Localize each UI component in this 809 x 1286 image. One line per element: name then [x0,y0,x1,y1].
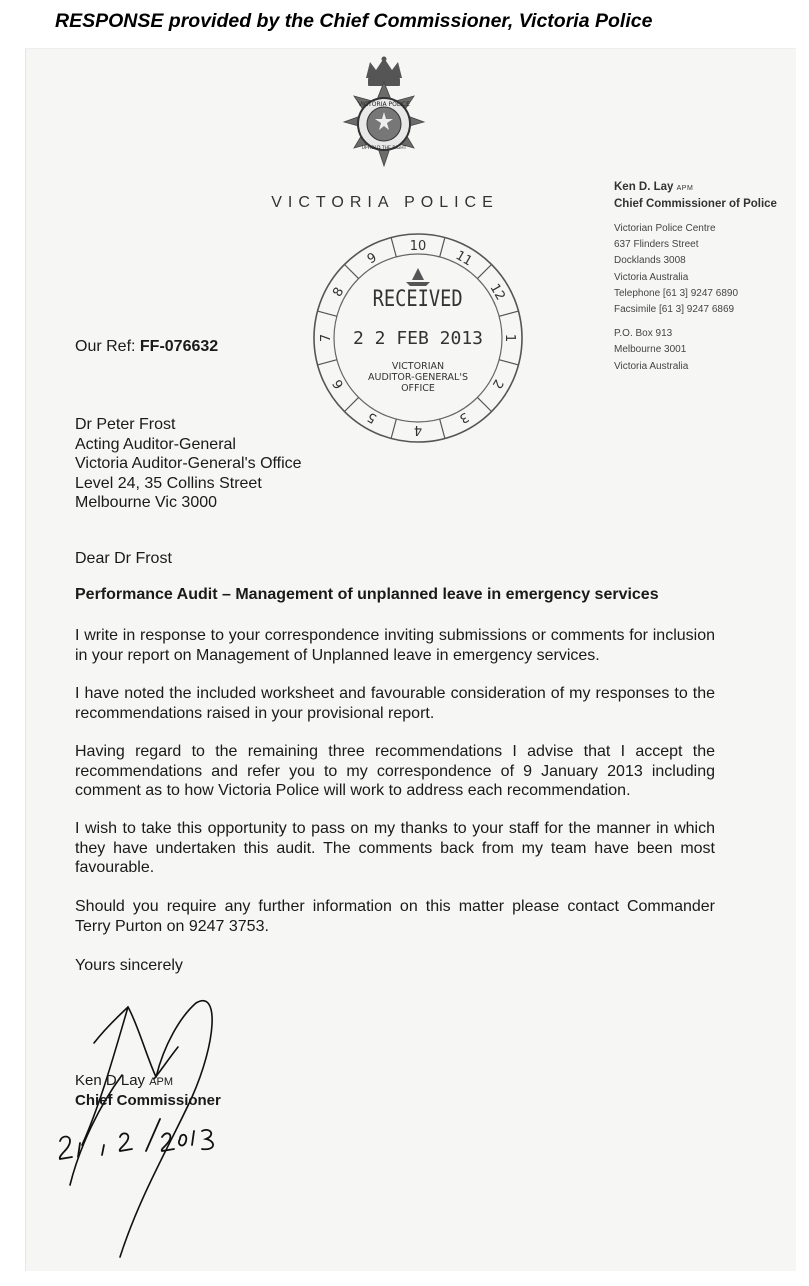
stamp-dial-number: 4 [413,422,423,437]
postal-line: P.O. Box 913 [614,328,673,340]
subject-line: Performance Audit – Management of unplanned leave in emergency services [75,586,659,603]
stamp-dial-tick [345,265,359,279]
stamp-dial-tick [477,265,491,279]
stamp-office-line: VICTORIAN [391,361,445,372]
stamp-dial-tick [440,238,445,257]
sender-name: Ken D. Lay [614,181,674,193]
our-reference [75,338,218,356]
stamp-dial-number: 3 [456,408,472,426]
sender-title: Chief Commissioner of Police [614,198,777,210]
postal-line: Victoria Australia [614,360,689,372]
body-paragraph: Having regard to the remaining three recommendations I advise that I accept the recommendations and refer you to my correspondence of 9 January 2013 including comment as to how Victoria Police will work to address each recommendation. [75,743,715,799]
recipient-line: Melbourne Vic 3000 [75,494,218,511]
crest-motto: UPHOLD THE RIGHT [361,146,407,151]
stamp-dial-tick [440,419,445,438]
recipient-line: Acting Auditor-General [75,435,236,453]
signatory-title: Chief Commissioner [75,1092,221,1109]
stamp-dial-number: 8 [330,284,348,300]
stamp-dial-tick [391,238,396,257]
facsimile-line: Facsimile [61 3] 9247 6869 [614,304,735,316]
stamp-dial-number: 11 [452,248,475,270]
body-paragraph: I write in response to your correspondence inviting submissions or comments for inclusion in your report on Management of Unplanned leave in emergency services. [75,627,715,664]
address-line: Docklands 3008 [614,255,686,267]
stamp-dial-number: 6 [330,376,348,392]
stamp-dial-number: 2 [488,376,506,392]
stamp-dial-tick [477,397,491,411]
body-paragraph: I have noted the included worksheet and favourable consideration of my responses to the recommendations raised in your provisional report. [75,685,715,722]
postal-line: Melbourne 3001 [614,344,687,356]
address-line: Victoria Australia [614,271,689,283]
handwritten-signature [30,995,270,1265]
sender-postnominal: APM [676,185,694,192]
telephone-line: Telephone [61 3] 9247 6890 [614,287,738,299]
stamp-dial-tick [345,397,359,411]
stamp-emblem-icon [406,268,430,286]
stamp-dial-tick [318,311,337,316]
recipient-line: Level 24, 35 Collins Street [75,474,262,492]
stamp-dial-number: 7 [319,333,334,343]
body-paragraph: Should you require any further information on this matter please contact Commander Terry Purton on 9247 3753. [75,898,715,935]
signatory-name [75,1072,173,1089]
received-stamp [308,230,528,446]
recipient-line: Victoria Auditor-General's Office [75,455,302,472]
recipient-line: Dr Peter Frost [75,416,176,433]
stamp-dial-number: 9 [364,250,380,268]
sender-name-line [614,180,777,196]
body-paragraph: I wish to take this opportunity to pass on my thanks to your staff for the manner in which they have undertaken this audit. The comments back from my team have been most favourable. [75,820,715,876]
stamp-dial-tick [318,360,337,365]
stamp-dial-tick [391,419,396,438]
stamp-dial-number: 5 [364,408,380,426]
reference-number: FF-076632 [139,338,219,355]
reference-label: Our Ref: [75,338,140,355]
page-heading: RESPONSE provided by the Chief Commissioner, Victoria Police [55,10,653,32]
signatory-name-text: Ken D Lay [75,1072,146,1089]
address-line: Victorian Police Centre [614,223,716,234]
recipient-address [75,415,302,513]
stamp-dial-tick [499,360,518,365]
victoria-police-crest-icon [326,56,442,176]
stamp-dial-number: 10 [409,239,427,254]
salutation: Dear Dr Frost [75,550,172,567]
signatory-postnominal: APM [149,1076,174,1088]
stamp-dial-number: 12 [486,281,508,304]
sender-details [614,180,777,375]
stamp-date: 2 2 FEB 2013 [352,328,484,349]
stamp-office-line: AUDITOR-GENERAL'S [368,372,468,383]
stamp-dial-number: 1 [502,333,517,343]
stamp-received-label: RECEIVED [372,285,463,312]
address-line: 637 Flinders Street [614,239,699,251]
stamp-office-line: OFFICE [401,383,435,394]
crest-label: VICTORIA POLICE [358,101,410,108]
stamp-dial-tick [499,311,518,316]
closing: Yours sincerely [75,957,183,974]
organisation-name: VICTORIA POLICE [271,194,499,211]
